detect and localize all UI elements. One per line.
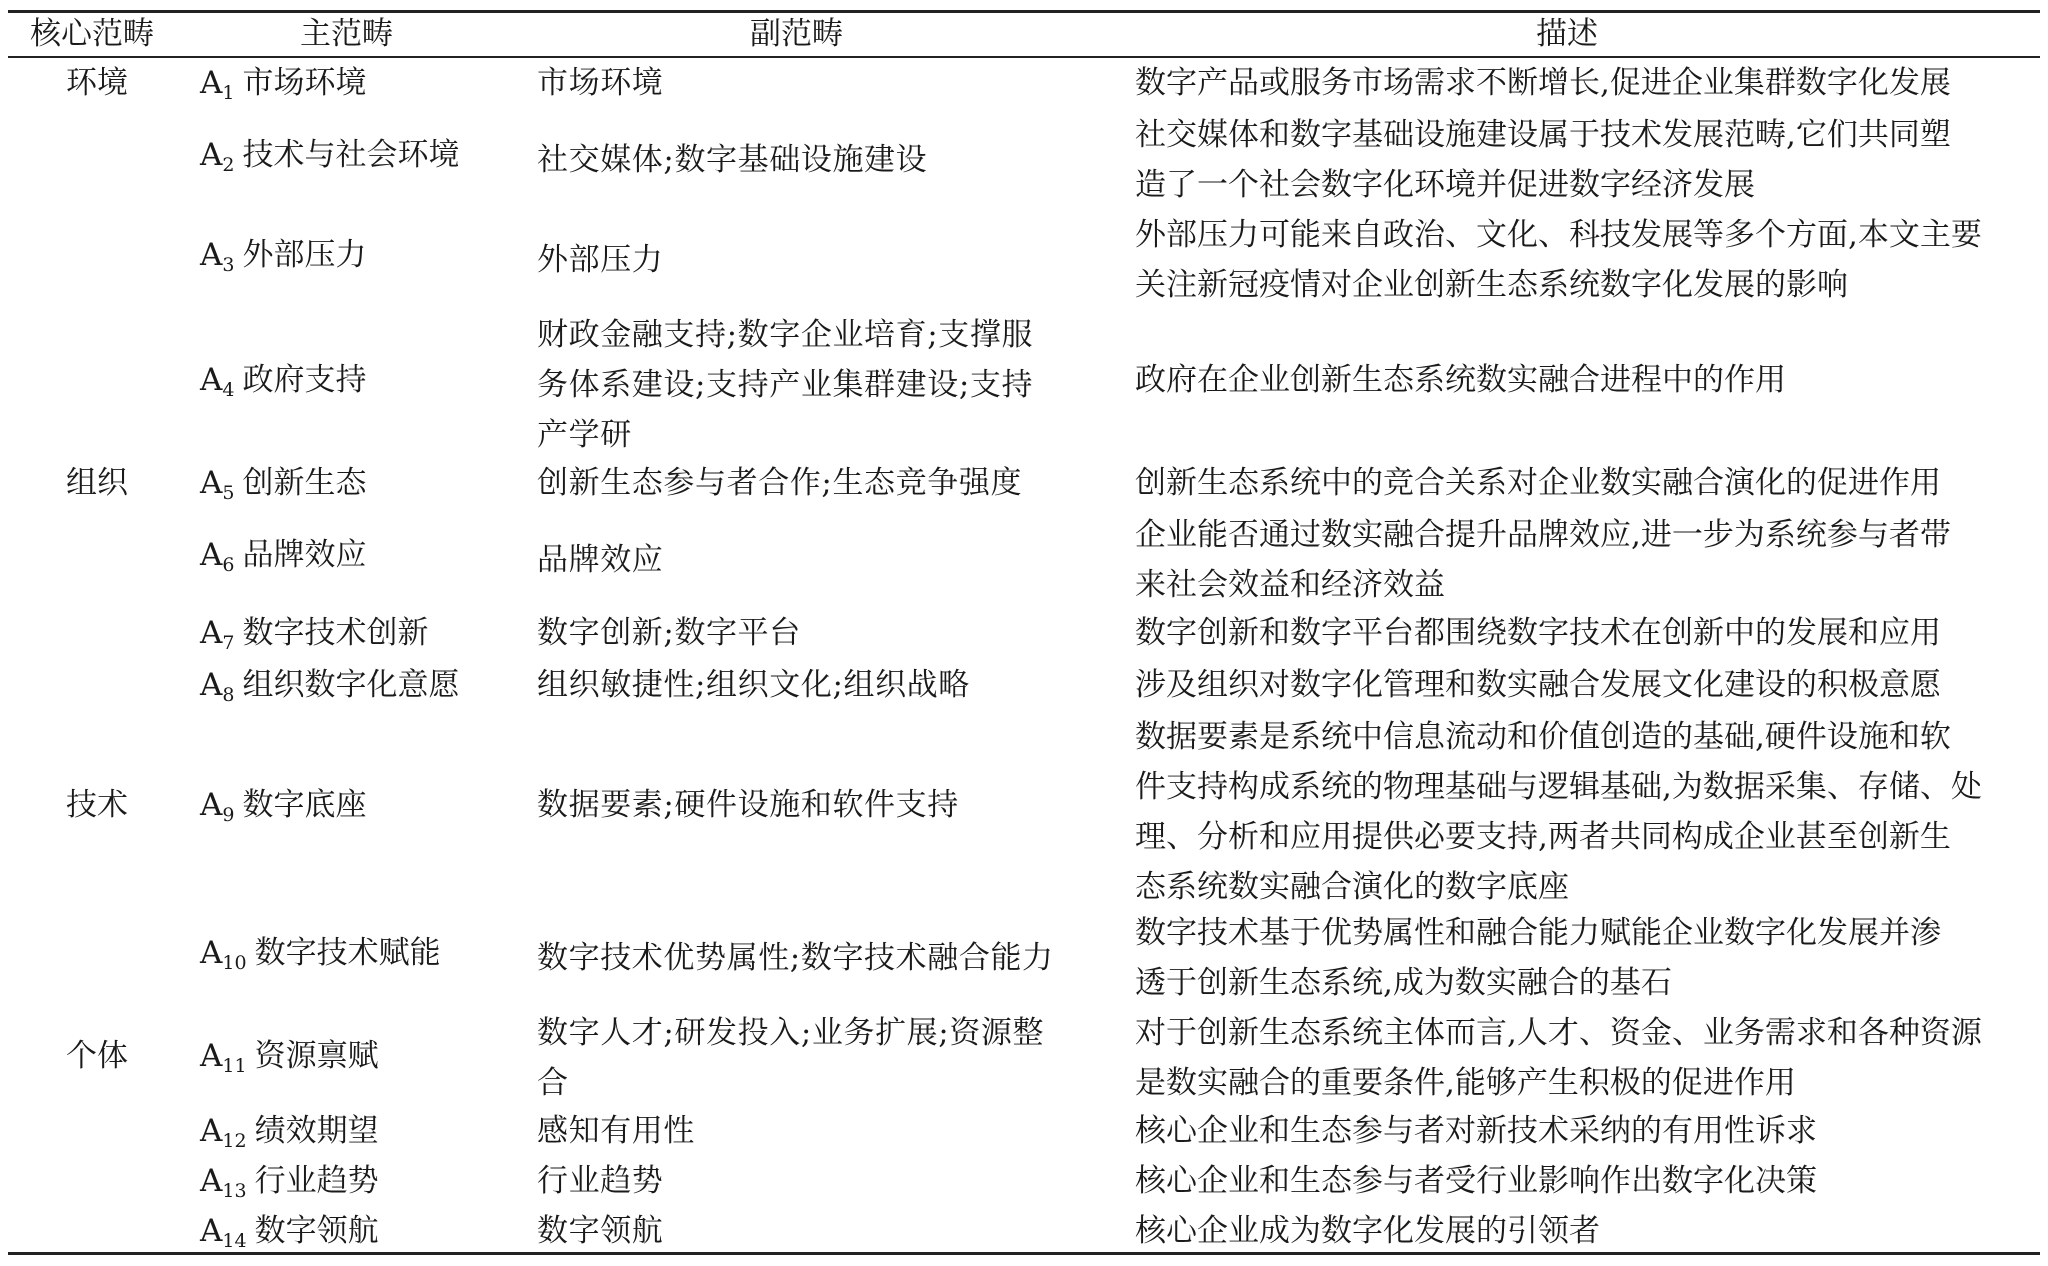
description-line: 理、分析和应用提供必要支持,两者共同构成企业甚至创新生 (1135, 819, 1951, 855)
main-category (200, 780, 366, 840)
description-line: 外部压力可能来自政治、文化、科技发展等多个方面,本文主要 (1135, 217, 1982, 253)
sub-category-line: 财政金融支持;数字企业培育;支撑服 (537, 317, 1034, 353)
description-line: 核心企业和生态参与者受行业影响作出数字化决策 (1135, 1163, 1817, 1199)
sub-category-line: 感知有用性 (537, 1113, 695, 1149)
main-category (200, 355, 366, 415)
header-core-category: 核心范畴 (30, 16, 154, 52)
main-category-name: 组织数字化意愿 (242, 667, 460, 703)
description-line: 政府在企业创新生态系统数实融合进程中的作用 (1135, 362, 1786, 398)
main-category-code: A (200, 667, 223, 703)
description-line: 透于创新生态系统,成为数实融合的基石 (1135, 965, 1672, 1001)
main-category-code: A (200, 362, 223, 398)
core-category-label: 个体 (66, 1038, 128, 1074)
main-category-code: A (200, 1113, 223, 1149)
main-category-index: 6 (222, 554, 235, 576)
main-category-name: 品牌效应 (242, 537, 367, 573)
sub-category-line: 产学研 (537, 417, 632, 453)
main-category-code: A (200, 465, 223, 501)
main-category-name: 市场环境 (242, 65, 367, 101)
main-category-name: 绩效期望 (254, 1113, 379, 1149)
description-line: 关注新冠疫情对企业创新生态系统数字化发展的影响 (1135, 267, 1848, 303)
description-line: 是数实融合的重要条件,能够产生积极的促进作用 (1135, 1065, 1796, 1101)
description-line: 来社会效益和经济效益 (1135, 567, 1445, 603)
main-category-index: 2 (222, 154, 235, 176)
description-line: 核心企业成为数字化发展的引领者 (1135, 1213, 1600, 1249)
sub-category-line: 外部压力 (537, 242, 664, 278)
description-line: 对于创新生态系统主体而言,人才、资金、业务需求和各种资源 (1135, 1015, 1982, 1051)
main-category-name: 数字底座 (242, 787, 367, 823)
main-category-index: 1 (222, 82, 235, 104)
main-category-name: 资源禀赋 (254, 1038, 379, 1074)
main-category-name: 政府支持 (242, 362, 367, 398)
sub-category-line: 数字领航 (537, 1213, 664, 1249)
main-category-code: A (200, 1163, 223, 1199)
sub-category-line: 品牌效应 (537, 542, 664, 578)
main-category-index: 14 (222, 1230, 247, 1252)
main-category-index: 5 (222, 482, 235, 504)
description-line: 数字技术基于优势属性和融合能力赋能企业数字化发展并渗 (1135, 915, 1941, 951)
description-line: 涉及组织对数字化管理和数实融合发展文化建设的积极意愿 (1135, 667, 1941, 703)
header-sub-category: 副范畴 (750, 16, 843, 52)
header-description: 描述 (1536, 16, 1598, 52)
main-category-index: 13 (222, 1180, 247, 1202)
main-category-index: 12 (222, 1130, 247, 1152)
sub-category-line: 务体系建设;支持产业集群建设;支持 (537, 367, 1034, 403)
description-line: 数字创新和数字平台都围绕数字技术在创新中的发展和应用 (1135, 615, 1941, 651)
description-line: 数据要素是系统中信息流动和价值创造的基础,硬件设施和软 (1135, 719, 1951, 755)
main-category-name: 技术与社会环境 (242, 137, 460, 173)
sub-category-line: 创新生态参与者合作;生态竞争强度 (537, 465, 1023, 501)
main-category (200, 58, 366, 118)
sub-category-line: 数据要素;硬件设施和软件支持 (537, 787, 959, 823)
main-category-index: 4 (222, 379, 235, 401)
main-category (200, 928, 441, 988)
main-category-index: 9 (222, 804, 235, 826)
sub-category-line: 组织敏捷性;组织文化;组织战略 (537, 667, 970, 703)
sub-category-line: 合 (537, 1065, 569, 1101)
sub-category-line: 社交媒体;数字基础设施建设 (537, 142, 928, 178)
main-category-code: A (200, 935, 223, 971)
main-category (200, 608, 428, 668)
main-category-code: A (200, 1038, 223, 1074)
main-category (200, 230, 366, 290)
main-category-index: 3 (222, 254, 235, 276)
main-category-code: A (200, 237, 223, 273)
main-category (200, 130, 459, 190)
core-category-label: 组织 (66, 465, 128, 501)
main-category-name: 数字技术创新 (242, 615, 429, 651)
sub-category-line: 市场环境 (537, 65, 664, 101)
main-category-index: 10 (222, 952, 247, 974)
sub-category-line: 数字创新;数字平台 (537, 615, 801, 651)
main-category-name: 数字技术赋能 (254, 935, 441, 971)
main-category-code: A (200, 65, 223, 101)
description-line: 造了一个社会数字化环境并促进数字经济发展 (1135, 167, 1755, 203)
header-main-category: 主范畴 (300, 16, 393, 52)
main-category-name: 行业趋势 (254, 1163, 379, 1199)
sub-category-line: 数字技术优势属性;数字技术融合能力 (537, 940, 1054, 976)
sub-category-line: 数字人才;研发投入;业务扩展;资源整 (537, 1015, 1045, 1051)
description-line: 社交媒体和数字基础设施建设属于技术发展范畴,它们共同塑 (1135, 117, 1951, 153)
description-line: 数字产品或服务市场需求不断增长,促进企业集群数字化发展 (1135, 65, 1951, 101)
main-category-code: A (200, 137, 223, 173)
description-line: 件支持构成系统的物理基础与逻辑基础,为数据采集、存储、处 (1135, 769, 1982, 805)
main-category-name: 数字领航 (254, 1213, 379, 1249)
main-category-code: A (200, 615, 223, 651)
description-line: 态系统数实融合演化的数字底座 (1135, 869, 1569, 905)
main-category-index: 7 (222, 632, 235, 654)
sub-category-line: 行业趋势 (537, 1163, 664, 1199)
main-category-code: A (200, 537, 223, 573)
main-category-code: A (200, 787, 223, 823)
main-category (200, 458, 366, 518)
description-line: 核心企业和生态参与者对新技术采纳的有用性诉求 (1135, 1113, 1817, 1149)
main-category-index: 11 (222, 1055, 247, 1077)
main-category (200, 530, 366, 590)
core-category-label: 环境 (66, 65, 128, 101)
main-category (200, 1031, 379, 1091)
description-line: 企业能否通过数实融合提升品牌效应,进一步为系统参与者带 (1135, 517, 1951, 553)
description-line: 创新生态系统中的竞合关系对企业数实融合演化的促进作用 (1135, 465, 1941, 501)
main-category-name: 创新生态 (242, 465, 367, 501)
main-category (200, 1206, 379, 1266)
main-category-name: 外部压力 (242, 237, 367, 273)
core-category-label: 技术 (66, 787, 128, 823)
main-category-index: 8 (222, 684, 235, 706)
main-category (200, 660, 459, 720)
main-category-code: A (200, 1213, 223, 1249)
